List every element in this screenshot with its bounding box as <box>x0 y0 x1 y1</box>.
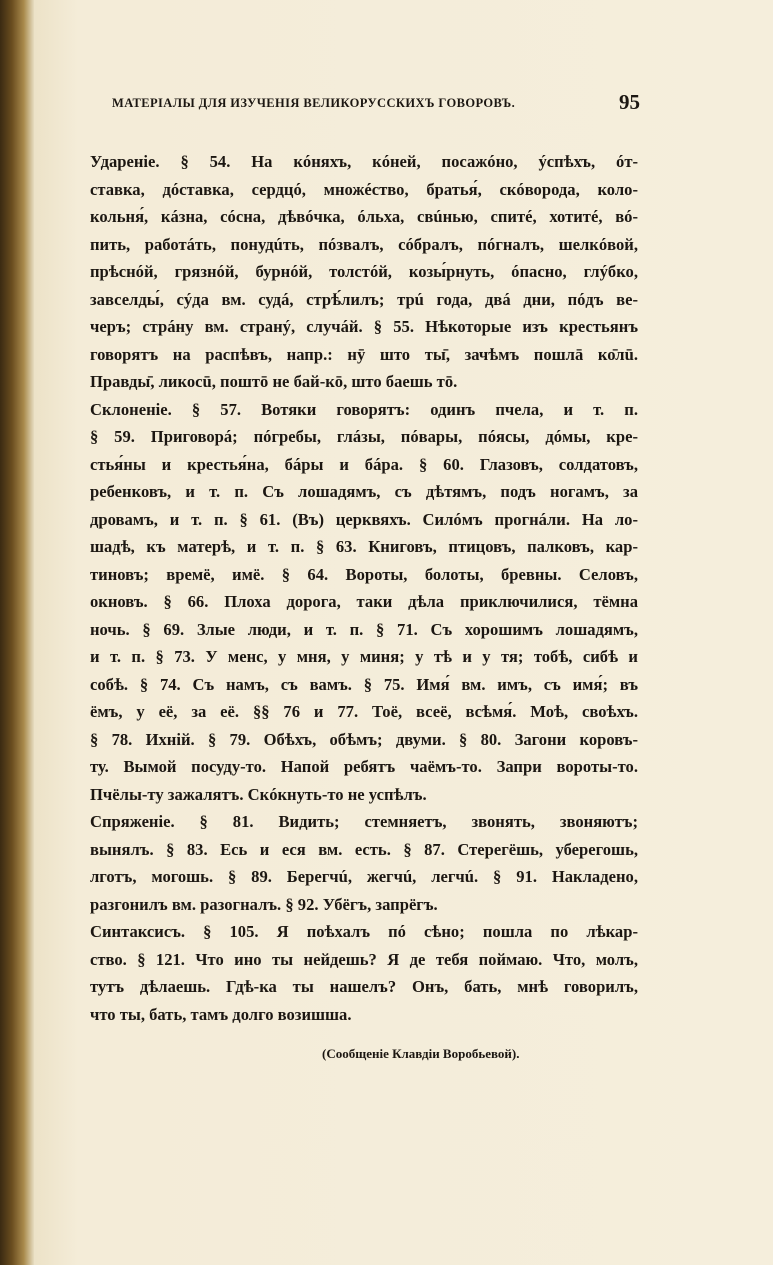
running-head: МАТЕРIАЛЫ ДЛЯ ИЗУЧЕНIЯ ВЕЛИКОРУССКИХЪ ГОВОРОВЪ. <box>112 96 516 110</box>
text-line: ту. Вымой посуду-то. Напой ребятъ чаёмъ-то. Запри вороты-то. <box>90 757 638 776</box>
text-line: Синтаксисъ. § 105. Я поѣхалъ пó сѣно; пошла по лѣкар- <box>90 922 638 941</box>
page-body <box>90 148 638 1028</box>
page-header <box>112 90 640 114</box>
text-line: Правды̄, ликосū, поштō не бай-кō, што баешь тō. <box>90 372 458 391</box>
text-line: шадѣ, къ матерѣ, и т. п. § 63. Книговъ, птицовъ, палковъ, кар- <box>90 537 638 556</box>
text-line: тутъ дѣлаешь. Гдѣ-ка ты нашелъ? Онъ, бать, мнѣ говорилъ, <box>90 977 638 996</box>
text-line: прѣснóй, грязнóй, бурнóй, толстóй, козы́рнуть, óпасно, глýбко, <box>90 262 638 281</box>
text-line: Пчёлы-ту зажалятъ. Скóкнуть-то не успѣлъ. <box>90 784 427 804</box>
paragraph <box>90 808 638 918</box>
text-line: ство. § 121. Что ино ты нейдешь? Я де тебя поймаю. Что, молъ, <box>90 949 638 969</box>
text-line: ставка, дóставка, сердцó, множéство, братья́, скóворода, коло- <box>90 179 638 199</box>
text-line: завселды́, сýда вм. судá, стрѣ́лилъ; трú года, двá дни, пóдъ ве- <box>90 289 638 309</box>
text-line: что ты, бать, тамъ долго возишша. <box>90 1004 352 1024</box>
text-line: разгонилъ вм. разогналъ. § 92. Убёгъ, запрёгъ. <box>90 894 438 914</box>
text-line: Удареніе. § 54. На кóняхъ, кóней, посажóно, ýспѣхъ, óт- <box>90 152 638 171</box>
text-line: собѣ. § 74. Съ намъ, съ вамъ. § 75. Имя́ вм. имъ, съ имя́; въ <box>90 674 638 694</box>
text-line: Склоненіе. § 57. Вотяки говорятъ: одинъ пчела, и т. п. <box>90 399 638 419</box>
text-line: § 59. Приговорá; пóгребы, глáзы, пóвары, пóясы, дóмы, кре- <box>90 427 638 446</box>
text-line: стья́ны и крестья́на, бáры и бáра. § 60. Глазовъ, солдатовъ, <box>90 454 638 474</box>
paragraph <box>90 918 638 1028</box>
text-line: вынялъ. § 83. Есь и еся вм. есть. § 87. Стерегёшь, уберегошь, <box>90 839 638 859</box>
book-spine <box>0 0 34 1265</box>
text-line: ночь. § 69. Злые люди, и т. п. § 71. Съ хорошимъ лошадямъ, <box>90 619 638 639</box>
text-line: дровамъ, и т. п. § 61. (Въ) церквяхъ. Силóмъ прогнáли. На ло- <box>90 509 638 529</box>
paragraph <box>90 396 638 809</box>
text-line: окновъ. § 66. Плоха дорога, таки дѣла приключилися, тёмна <box>90 592 638 611</box>
text-line: лготъ, могошь. § 89. Берегчú, жегчú, легчú. § 91. Накладено, <box>90 867 638 886</box>
text-line: говорятъ на распѣвъ, напр.: нӯ што ты̄, зачѣмъ пошлā ко̄лū. <box>90 344 638 364</box>
text-line: тиновъ; времё, имё. § 64. Вороты, болоты, бревны. Селовъ, <box>90 564 638 584</box>
paragraph <box>90 148 638 396</box>
signature: (Сообщеніе Клавдіи Воробьевой). <box>322 1046 520 1061</box>
page-number: 95 <box>619 90 640 114</box>
text-line: кольня́, кáзна, сóсна, дѣвóчка, óльха, свúнью, спитé, хотитé, вó- <box>90 207 638 226</box>
text-line: пить, работáть, понудúть, пóзвалъ, сóбралъ, пóгналъ, шелкóвой, <box>90 234 638 254</box>
text-line: Спряженіе. § 81. Видить; стемняетъ, звонять, звоняютъ; <box>90 812 638 831</box>
text-line: ёмъ, у её, за её. §§ 76 и 77. Тоё, всеё, всѣмя́. Моѣ, своѣхъ. <box>90 702 638 721</box>
text-line: ребенковъ, и т. п. Съ лошадямъ, съ дѣтямъ, подъ ногамъ, за <box>90 482 638 501</box>
text-line: черъ; стрáну вм. странý, случáй. § 55. Нѣкоторые изъ крестьянъ <box>90 317 638 336</box>
text-line: и т. п. § 73. У менс, у мня, у миня; у тѣ и у тя; тобѣ, сибѣ и <box>90 647 638 666</box>
text-line: § 78. Ихнiй. § 79. Обѣхъ, обѣмъ; двуми. § 80. Загони коровъ- <box>90 729 638 749</box>
